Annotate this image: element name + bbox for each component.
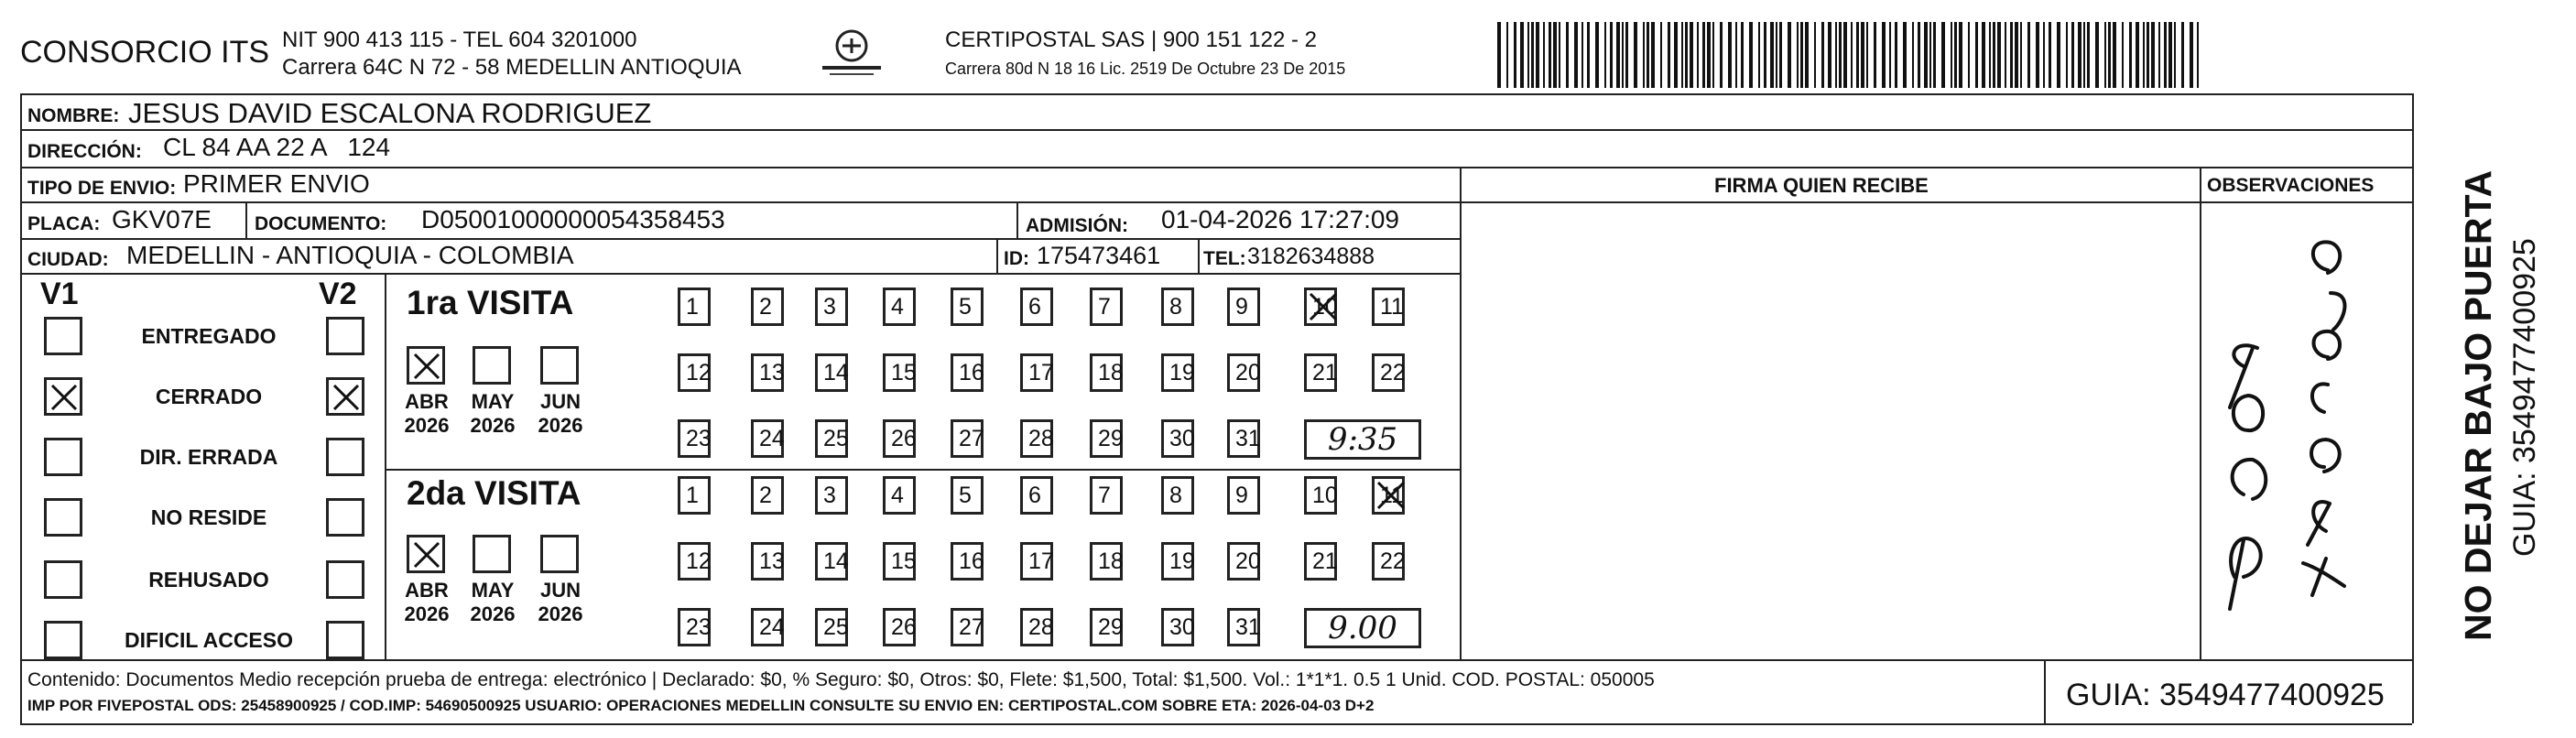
month-checkbox[interactable] (540, 535, 579, 573)
status-label: CERRADO (155, 385, 263, 408)
admision-value: 01-04-2026 17:27:09 (1161, 205, 1399, 233)
day-box[interactable]: 1 (678, 288, 711, 326)
side-guia: GUIA: 3549477400925 (2507, 238, 2542, 557)
day-box[interactable]: 14 (815, 353, 848, 392)
courier-address: Carrera 80d N 18 16 Lic. 2519 De Octubre 23 De 2015 (945, 60, 1346, 78)
day-box[interactable]: 27 (951, 608, 984, 646)
barcode (1497, 22, 2212, 88)
v1-checkbox[interactable] (44, 560, 82, 599)
tipo-envio-value: PRIMER ENVIO (183, 169, 370, 198)
month-label: MAY 2026 (470, 579, 516, 625)
documento-value: D05001000000054358453 (421, 205, 725, 233)
v1-checkbox[interactable] (44, 317, 82, 355)
month-label: JUN 2026 (538, 579, 583, 625)
day-box[interactable]: 26 (883, 608, 916, 646)
day-box[interactable]: 6 (1020, 288, 1053, 326)
v2-checkbox[interactable] (326, 560, 364, 599)
day-box[interactable]: 9 (1227, 288, 1260, 326)
day-box[interactable]: 6 (1020, 476, 1053, 515)
day-box[interactable]: 29 (1090, 419, 1123, 458)
placa-label: PLACA: (27, 213, 101, 234)
company-name: CONSORCIO ITS (20, 35, 270, 70)
check-mark (331, 382, 362, 413)
month-checkbox[interactable] (407, 535, 445, 573)
day-box[interactable]: 13 (751, 542, 784, 581)
day-box[interactable]: 16 (951, 353, 984, 392)
check-mark (411, 351, 442, 382)
placa-value: GKV07E (112, 205, 212, 233)
day-box[interactable]: 10 (1304, 288, 1337, 326)
day-box[interactable]: 27 (951, 419, 984, 458)
v1-header: V1 (40, 277, 79, 311)
nombre-label: NOMBRE: (27, 105, 120, 126)
tel-label: TEL: (1203, 248, 1246, 269)
day-box[interactable]: 19 (1161, 542, 1194, 581)
status-label: NO RESIDE (150, 505, 267, 529)
second-visit-title: 2da VISITA (407, 474, 582, 512)
id-value: 175473461 (1037, 242, 1161, 269)
nit-line: NIT 900 413 115 - TEL 604 3201000 (282, 27, 637, 52)
day-box[interactable]: 28 (1020, 608, 1053, 646)
day-box[interactable]: 11 (1372, 288, 1405, 326)
day-box[interactable]: 26 (883, 419, 916, 458)
day-box[interactable]: 16 (951, 542, 984, 581)
v1-checkbox[interactable] (44, 438, 82, 476)
day-box[interactable]: 15 (883, 542, 916, 581)
day-box[interactable]: 7 (1090, 288, 1123, 326)
day-box[interactable]: 15 (883, 353, 916, 392)
admision-label: ADMISIÓN: (1026, 215, 1128, 236)
day-box[interactable]: 8 (1161, 288, 1194, 326)
certipostal-logo (815, 27, 888, 79)
day-box[interactable]: 25 (815, 608, 848, 646)
tel-value: 3182634888 (1247, 244, 1375, 269)
day-box[interactable]: 3 (815, 476, 848, 515)
day-box[interactable]: 31 (1227, 419, 1260, 458)
day-box[interactable]: 1 (678, 476, 711, 515)
day-box[interactable]: 2 (751, 476, 784, 515)
check-mark (411, 539, 442, 570)
v1-checkbox[interactable] (44, 498, 82, 537)
day-box[interactable]: 23 (678, 608, 711, 646)
day-box[interactable]: 12 (678, 353, 711, 392)
check-mark (1307, 290, 1340, 323)
v2-checkbox[interactable] (326, 377, 364, 416)
day-box[interactable]: 20 (1227, 353, 1260, 392)
ciudad-value: MEDELLIN - ANTIOQUIA - COLOMBIA (126, 241, 574, 269)
day-box[interactable]: 14 (815, 542, 848, 581)
day-box[interactable]: 25 (815, 419, 848, 458)
imp-line: IMP POR FIVEPOSTAL ODS: 25458900925 / COD.IMP: 54690500925 USUARIO: OPERACIONES MEDELLIN CONSULTE SU ENVIO EN: CERTIPOSTAL.COM SOBRE ETA: 2026-04-03 D+2 (27, 697, 1375, 714)
v2-checkbox[interactable] (326, 438, 364, 476)
month-label: ABR 2026 (404, 390, 450, 437)
handwritten-observation (2216, 192, 2372, 623)
status-label: REHUSADO (148, 568, 269, 591)
day-box[interactable]: 10 (1304, 476, 1337, 515)
day-box[interactable]: 2 (751, 288, 784, 326)
day-box[interactable]: 9 (1227, 476, 1260, 515)
day-box[interactable]: 21 (1304, 353, 1337, 392)
visit-time: 9.00 (1304, 608, 1421, 648)
contenido-line: Contenido: Documentos Medio recepción prueba de entrega: electrónico | Declarado: $0, % Seguro: $0, Otros: $0, Flete: $1,500, Total: $1,500. Vol.: 1*1*1. 0.5 1 Unid. COD. POSTAL: 050005 (27, 669, 1655, 690)
day-box[interactable]: 23 (678, 419, 711, 458)
day-box[interactable]: 30 (1161, 608, 1194, 646)
day-box[interactable]: 20 (1227, 542, 1260, 581)
day-box[interactable]: 4 (883, 476, 916, 515)
visit-time: 9:35 (1304, 419, 1421, 460)
id-label: ID: (1004, 248, 1029, 269)
day-box[interactable]: 13 (751, 353, 784, 392)
direccion-value: CL 84 AA 22 A 124 (163, 133, 391, 161)
day-box[interactable]: 19 (1161, 353, 1194, 392)
month-label: JUN 2026 (538, 390, 583, 437)
day-box[interactable]: 28 (1020, 419, 1053, 458)
month-label: ABR 2026 (404, 579, 450, 625)
month-checkbox[interactable] (407, 346, 445, 385)
day-box[interactable]: 22 (1372, 542, 1405, 581)
check-mark (1375, 479, 1408, 512)
ciudad-label: CIUDAD: (27, 249, 109, 270)
status-label: DIR. ERRADA (139, 445, 278, 469)
status-label: ENTREGADO (141, 324, 277, 348)
day-box[interactable]: 18 (1090, 353, 1123, 392)
day-box[interactable]: 17 (1020, 353, 1053, 392)
first-visit-title: 1ra VISITA (407, 284, 574, 321)
day-box[interactable]: 5 (951, 476, 984, 515)
side-title: NO DEJAR BAJO PUERTA (2457, 169, 2499, 641)
day-box[interactable]: 31 (1227, 608, 1260, 646)
day-box[interactable]: 30 (1161, 419, 1194, 458)
direccion-label: DIRECCIÓN: (27, 141, 142, 162)
day-box[interactable]: 12 (678, 542, 711, 581)
month-checkbox[interactable] (540, 346, 579, 385)
check-mark (49, 382, 80, 413)
v1-checkbox[interactable] (44, 621, 82, 659)
day-box[interactable]: 4 (883, 288, 916, 326)
v2-checkbox[interactable] (326, 621, 364, 659)
day-box[interactable]: 18 (1090, 542, 1123, 581)
v1-checkbox[interactable] (44, 377, 82, 416)
v2-checkbox[interactable] (326, 498, 364, 537)
documento-label: DOCUMENTO: (255, 213, 387, 234)
day-box[interactable]: 8 (1161, 476, 1194, 515)
day-box[interactable]: 7 (1090, 476, 1123, 515)
courier-name: CERTIPOSTAL SAS | 900 151 122 - 2 (945, 27, 1317, 52)
day-box[interactable]: 29 (1090, 608, 1123, 646)
nombre-value: JESUS DAVID ESCALONA RODRIGUEZ (128, 97, 652, 129)
day-box[interactable]: 3 (815, 288, 848, 326)
day-box[interactable]: 11 (1372, 476, 1405, 515)
day-box[interactable]: 24 (751, 608, 784, 646)
month-checkbox[interactable] (473, 535, 511, 573)
day-box[interactable]: 17 (1020, 542, 1053, 581)
company-address: Carrera 64C N 72 - 58 MEDELLIN ANTIOQUIA (282, 55, 742, 80)
day-box[interactable]: 24 (751, 419, 784, 458)
month-checkbox[interactable] (473, 346, 511, 385)
v2-checkbox[interactable] (326, 317, 364, 355)
day-box[interactable]: 5 (951, 288, 984, 326)
tipo-envio-label: TIPO DE ENVIO: (27, 178, 177, 199)
firma-header: FIRMA QUIEN RECIBE (1714, 174, 1929, 197)
day-box[interactable]: 21 (1304, 542, 1337, 581)
day-box[interactable]: 22 (1372, 353, 1405, 392)
observaciones-header: OBSERVACIONES (2207, 175, 2375, 196)
status-label: DIFICIL ACCESO (124, 628, 293, 652)
month-label: MAY 2026 (470, 390, 516, 437)
footer-guia: GUIA: 3549477400925 (2066, 678, 2385, 712)
v2-header: V2 (319, 277, 357, 311)
